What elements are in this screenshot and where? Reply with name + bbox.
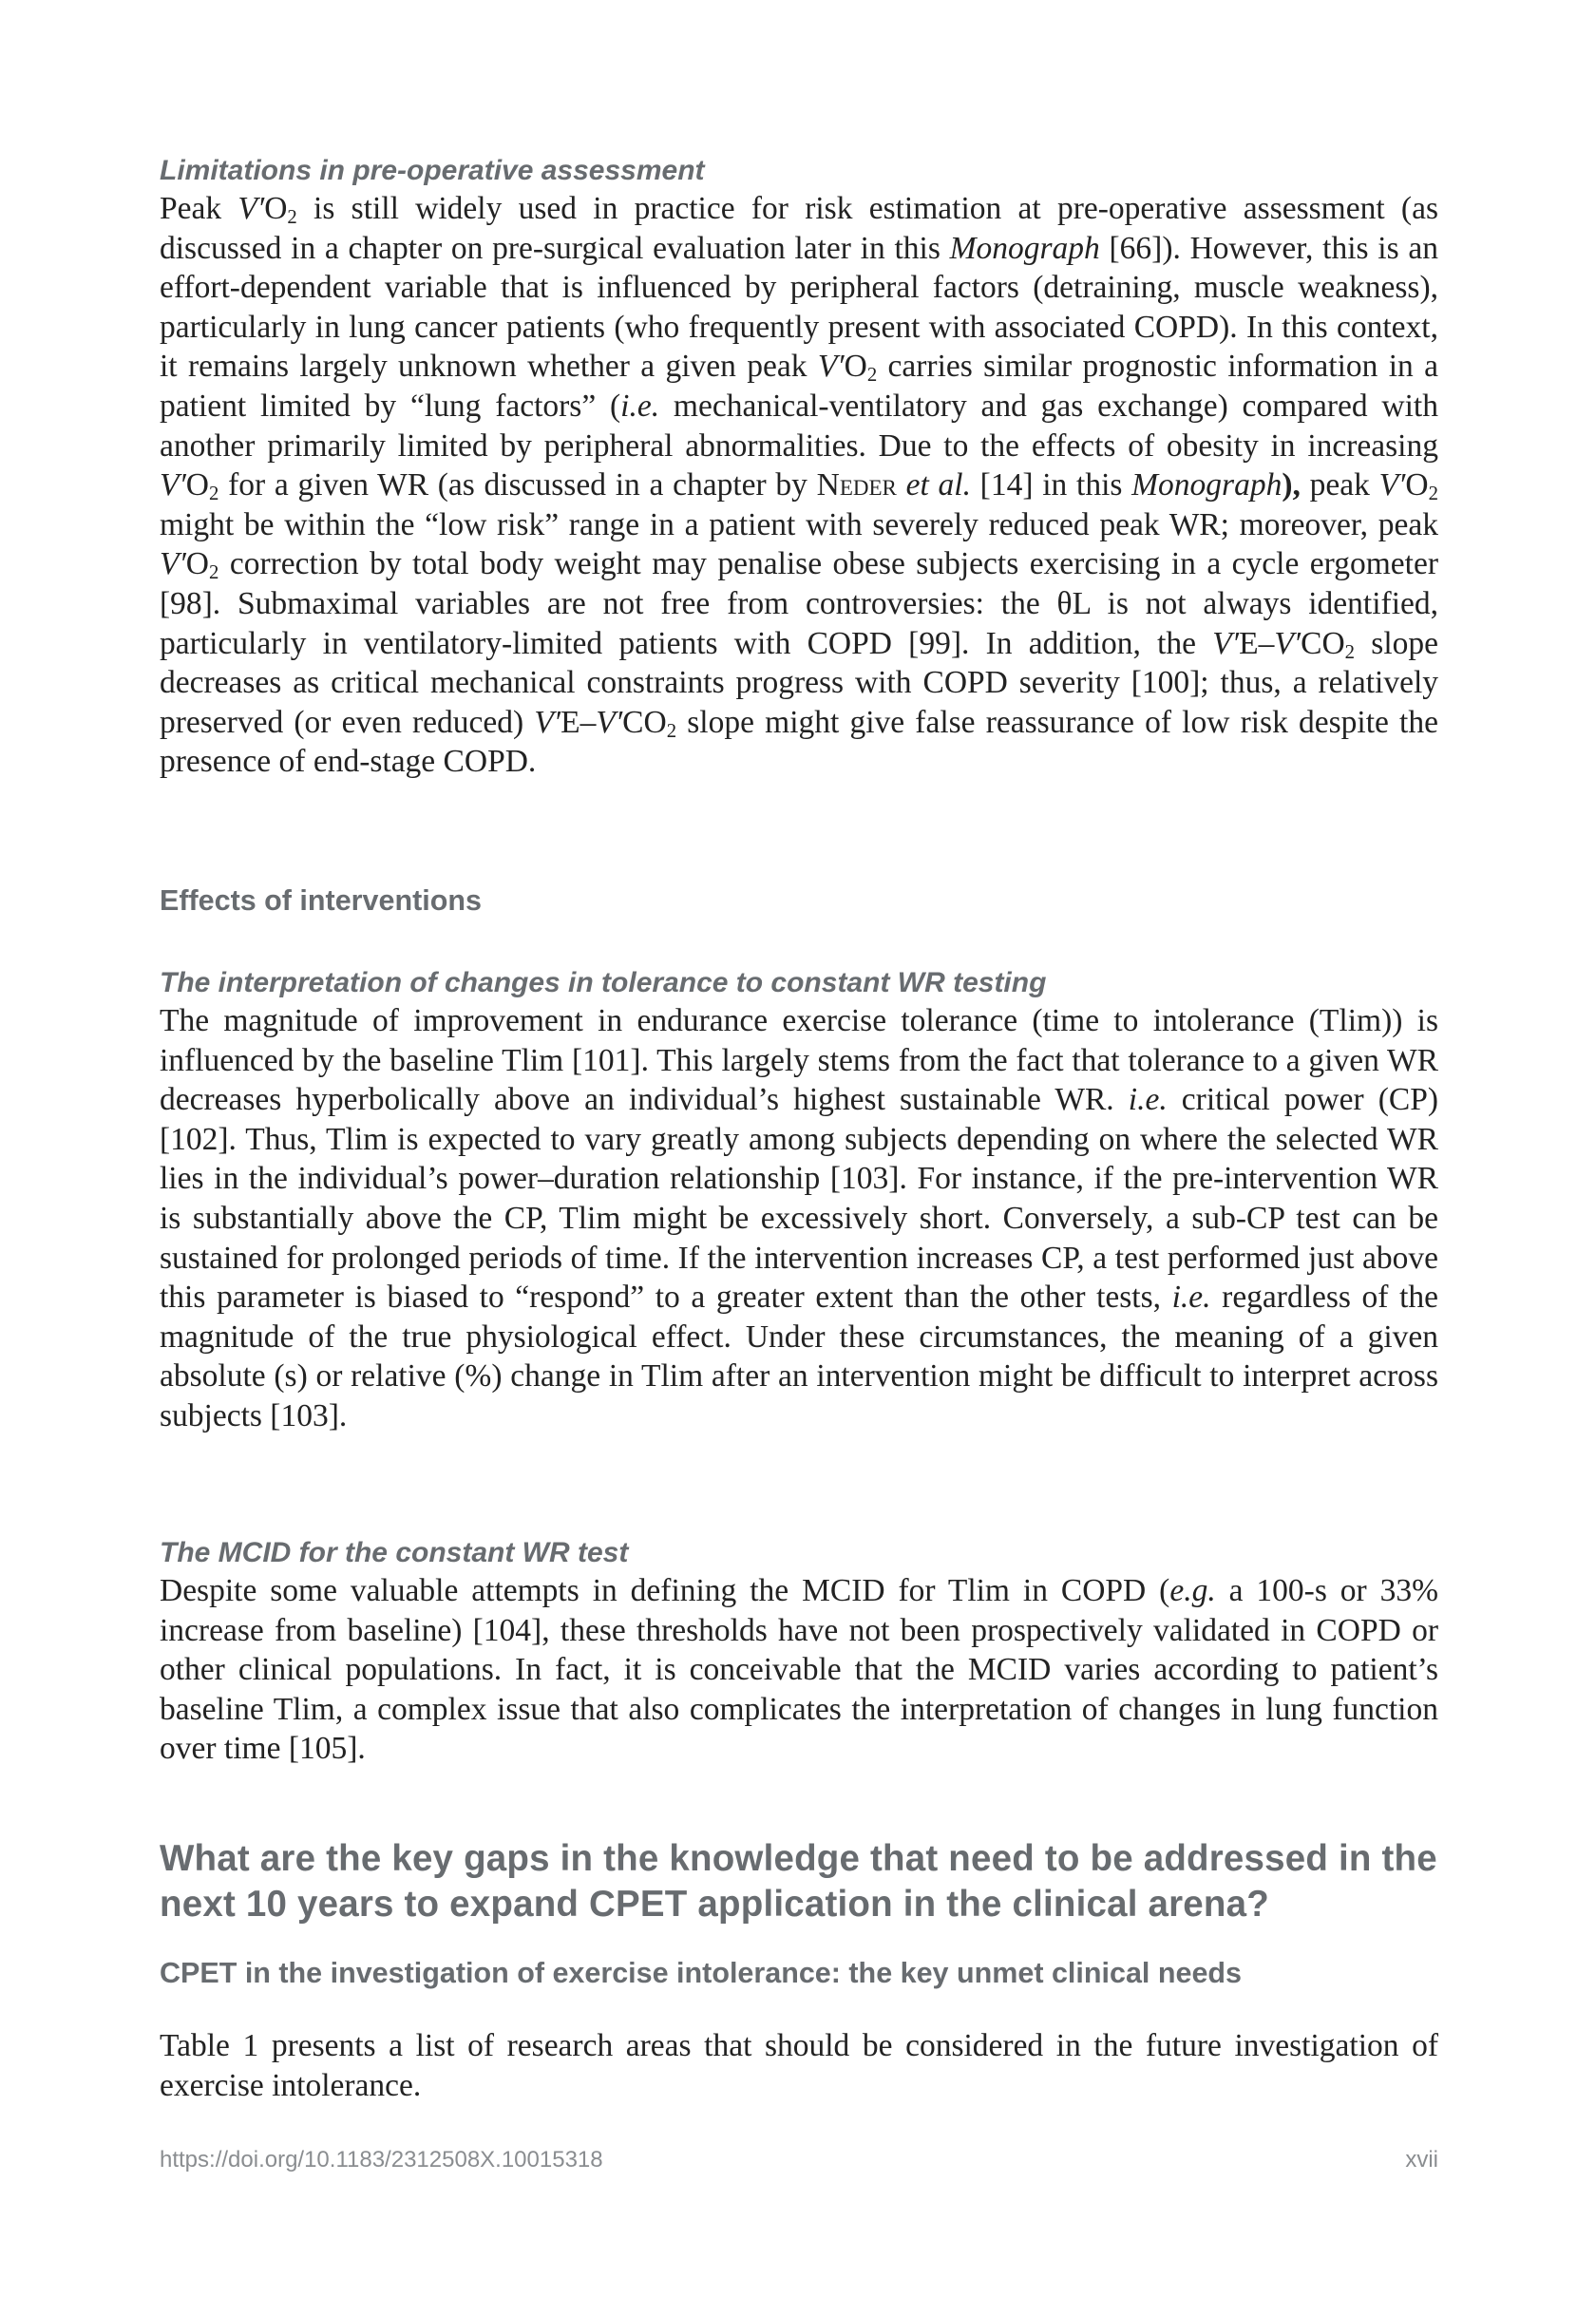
section-heading: What are the key gaps in the knowledge that need to be addressed in the next 10 years to expand CPET application in the clinical arena? [160, 1838, 1437, 1925]
section-unmet [160, 1954, 1438, 2105]
body-paragraph: Despite some valuable attempts in defining the MCID for Tlim in COPD (e.g. a 100-s or 33% increase from baseline) [104], these thresholds have not been prospectively validated in COPD or other clinical populations. In fact, it is conceivable that the MCID varies according to patient’s baseline Tlim, a complex issue that also complicates the interpretation of changes in lung function over time [105]. [160, 1573, 1439, 1767]
section-heading: The MCID for the constant WR test [160, 1537, 629, 1568]
section-interpretation [160, 964, 1438, 1436]
section-heading: Effects of interventions [160, 884, 482, 917]
section-gaps [160, 1836, 1438, 1927]
section-heading: CPET in the investigation of exercise intolerance: the key unmet clinical needs [160, 1957, 1242, 1989]
page-number: xvii [1405, 2147, 1438, 2173]
page [160, 0, 1438, 2315]
body-paragraph: Table 1 presents a list of research areas that should be considered in the future investigation of exercise intolerance. [160, 2028, 1438, 2103]
section-heading: Limitations in pre-operative assessment [160, 155, 705, 186]
section-effects [160, 882, 1438, 920]
page-footer [160, 2147, 1438, 2173]
body-paragraph: The magnitude of improvement in endurance exercise tolerance (time to intolerance (Tlim)) is influenced by the baseline Tlim [101]. This largely stems from the fact that tolerance to a given WR decreases hyperbolically above an individual’s highest sustainable WR. i.e. critical power (CP) [102]. Thus, Tlim is expected to vary greatly among subjects depending on where the selected WR lies in the individual’s power–duration relationship [103]. For instance, if the pre-intervention WR is substantially above the CP, Tlim might be excessively short. Conversely, a sub-CP test can be sustained for prolonged periods of time. If the intervention increases CP, a test performed just above this parameter is biased to “respond” to a greater extent than the other tests, i.e. regardless of the magnitude of the true physiological effect. Under these circumstances, the meaning of a given absolute (s) or relative (%) change in Tlim after an intervention might be difficult to interpret across subjects [103]. [160, 1003, 1438, 1433]
doi-link[interactable]: https://doi.org/10.1183/2312508X.10015318 [160, 2147, 603, 2173]
author-name: Neder [816, 467, 897, 503]
section-limitations [160, 152, 1438, 782]
section-mcid [160, 1534, 1438, 1769]
body-paragraph: Peak $V'O_2$ is still widely used in practice for risk estimation at pre-operative assessment (as discussed in a chapter on pre-surgical evaluation later in this Monograph [66]). However, this is an effort-dependent variable that is influenced by peripheral factors (detraining, muscle weakness), particularly in lung cancer patients (who frequently present with associated COPD). In this context, it remains largely unknown whether a given peak $V'O_2$ carries similar prognostic information in a patient limited by “lung factors” (i.e. mechanical-ventilatory and gas exchange) compared with another primarily limited by peripheral abnormalities. Due to the effects of obesity in increasing $V'O_2$ for a given WR (as discussed in a chapter by Neder et al. [14] in this Monograph), peak $V'O_2$ might be within the “low risk” range in a patient with severely reduced peak WR; moreover, peak $V'O_2$ correction by total body weight may penalise obese subjects exercising in a cycle ergometer [98]. Submaximal variables are not free from controversies: the θL is not always identified, particularly in ventilatory-limited patients with COPD [99]. In addition, the $V'E-V'CO_2$ slope decreases as critical mechanical constraints progress with COPD severity [100]; thus, a relatively preserved (or even reduced) $V'E-V'CO_2$ slope might give false reassurance of low risk despite the presence of end-stage COPD. [160, 191, 1438, 780]
section-heading: The interpretation of changes in tolerance to constant WR testing [160, 967, 1047, 998]
